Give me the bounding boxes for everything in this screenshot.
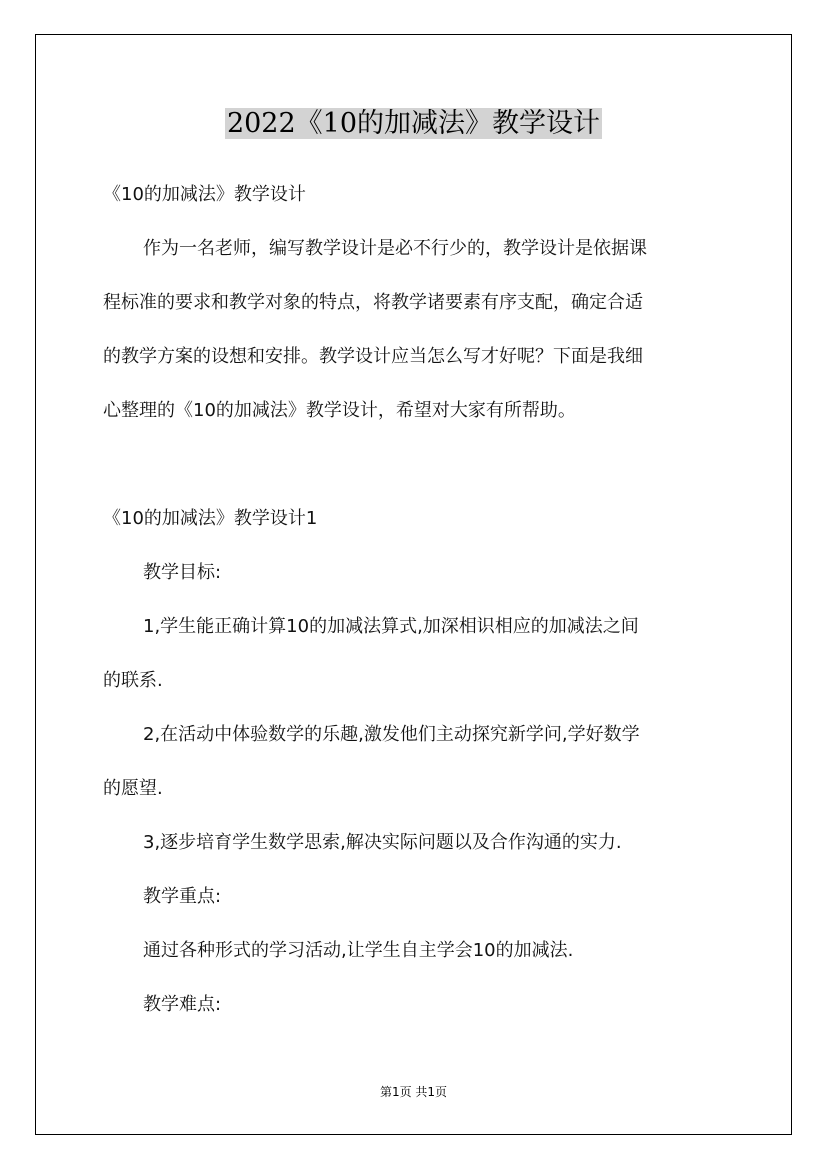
- intro-line-1: 作为一名老师，编写教学设计是必不行少的，教学设计是依据课: [143, 238, 647, 259]
- body-line-8: 通过各种形式的学习活动,让学生自主学会10的加减法.: [143, 940, 574, 961]
- body-line-5: 的愿望.: [103, 778, 163, 799]
- body-line-3: 的联系.: [103, 670, 163, 691]
- section-heading: 《10的加减法》教学设计1: [103, 508, 318, 529]
- document-subtitle: 《10的加减法》教学设计: [103, 184, 306, 205]
- document-title: 2022《10的加减法》教学设计: [226, 108, 601, 139]
- body-line-7: 教学重点:: [143, 886, 222, 907]
- body-line-6: 3,逐步培育学生数学思索,解决实际问题以及合作沟通的实力.: [143, 832, 622, 853]
- intro-line-2: 程标准的要求和教学对象的特点，将教学诸要素有序支配，确定合适: [103, 292, 643, 313]
- intro-line-3: 的教学方案的设想和安排。教学设计应当怎么写才好呢？下面是我细: [103, 346, 643, 367]
- body-line-1: 教学目标:: [143, 562, 222, 583]
- intro-line-4: 心整理的《10的加减法》教学设计，希望对大家有所帮助。: [103, 400, 576, 421]
- page-footer: 第1页 共1页: [379, 1085, 448, 1099]
- body-line-2: 1,学生能正确计算10的加减法算式,加深相识相应的加减法之间: [143, 616, 639, 637]
- body-line-9: 教学难点:: [143, 994, 222, 1015]
- body-line-4: 2,在活动中体验数学的乐趣,激发他们主动探究新学问,学好数学: [143, 724, 640, 745]
